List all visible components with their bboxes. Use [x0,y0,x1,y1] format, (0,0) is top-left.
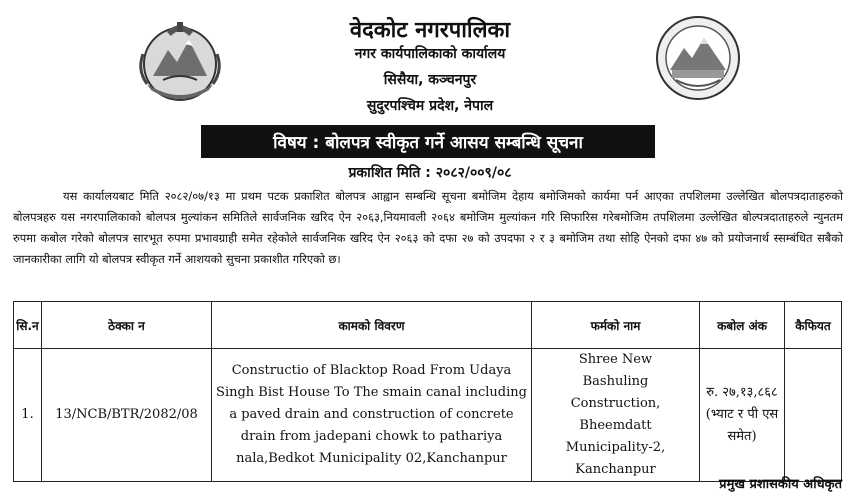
signatory-title: प्रमुख प्रशासकीय अधिकृत [719,477,842,492]
province-line: सुदुरपश्चिम प्रदेश, नेपाल [366,98,494,114]
bid-amount-value: रु. २७,१३,८६८ [706,385,778,400]
office-location: सिसैया, कञ्चनपुर [383,72,477,88]
office-name: नगर कार्यपालिकाको कार्यालय [354,46,506,62]
bid-amount-note: (भ्याट र पी एस समेत) [705,407,779,444]
header-contract-no: ठेक्का न [42,302,212,349]
notice-paragraph: यस कार्यालयबाट मिति २०८२/०७/१३ मा प्रथम पटक प्रकाशित बोलपत्र आह्वान सम्बन्धि सूचना बमोजिम देहाय बमोजिमको कार्यमा पर्न आएका तपशिलमा उल्लेखित बोलपत्रदाताहरुको बोलपत्रहरु यस नगरपालिकाको बोलपत्र मुल्यांकन समितिले सार्वजनिक खरिद ऐन २०६३,नियमावली २०६४ बमोजिम मुल्यांकन गरि सिफारिस गरेबमोजिम तपशिलमा उल्लेखित बोल्पत्रदाताहरुले न्युनतम रुपमा कबोल गरेको बोलपत्र सारभूत रुपमा प्रभावग्राही समेत रहेकोले सार्वजनिक खरिद ऐन २०६३ को दफा २७ को उपदफा २ र ३ बमोजिम तथा सोहि ऐनको दफा ४७ को प्रयोजनार्थ स्सम्बंधित सबैको जानकारीका लागि यो बोलपत्र स्वीकृत गर्ने आशयको सुचना प्रकाशीत गरिएको छ। [13,189,843,266]
header-sn: सि.न [14,302,42,349]
header-firm-name: फर्मको नाम [532,302,700,349]
notice-subject: विषय : बोलपत्र स्वीकृत गर्ने आसय सम्बन्धि सूचना [201,125,655,158]
cell-sn: 1. [14,349,42,482]
header-work-description: कामको विवरण [212,302,532,349]
cell-contract-no: 13/NCB/BTR/2082/08 [42,349,212,482]
cell-remarks [785,349,842,482]
table-row [14,349,842,482]
firm-name-text: Shree New Bashuling Construction, Bheemdatt Municipality-2, Kanchanpur [565,352,666,477]
notice-body [13,186,843,270]
municipality-logo-icon [652,14,744,102]
header-bid-amount: कबोल अंक [700,302,785,349]
table-header-row [14,302,842,349]
published-date: प्रकाशित मिति : २०८२/००९/०८ [348,165,512,181]
cell-bid-amount [700,349,785,482]
cell-work-description [212,349,532,482]
work-description-text: Constructio of Blacktop Road From Udaya Singh Bist House To The smain canal including a paved drain and construction of concrete drain from jadepani chowk to pathariya nala,Bedkot Municipality 02,Kanchanpur [216,363,527,466]
municipality-name: वेदकोट नगरपालिका [349,18,511,43]
tender-table [13,301,842,482]
nepal-government-emblem-icon [133,14,227,106]
cell-firm-name [532,349,700,482]
header-remarks: कैफियत [785,302,842,349]
